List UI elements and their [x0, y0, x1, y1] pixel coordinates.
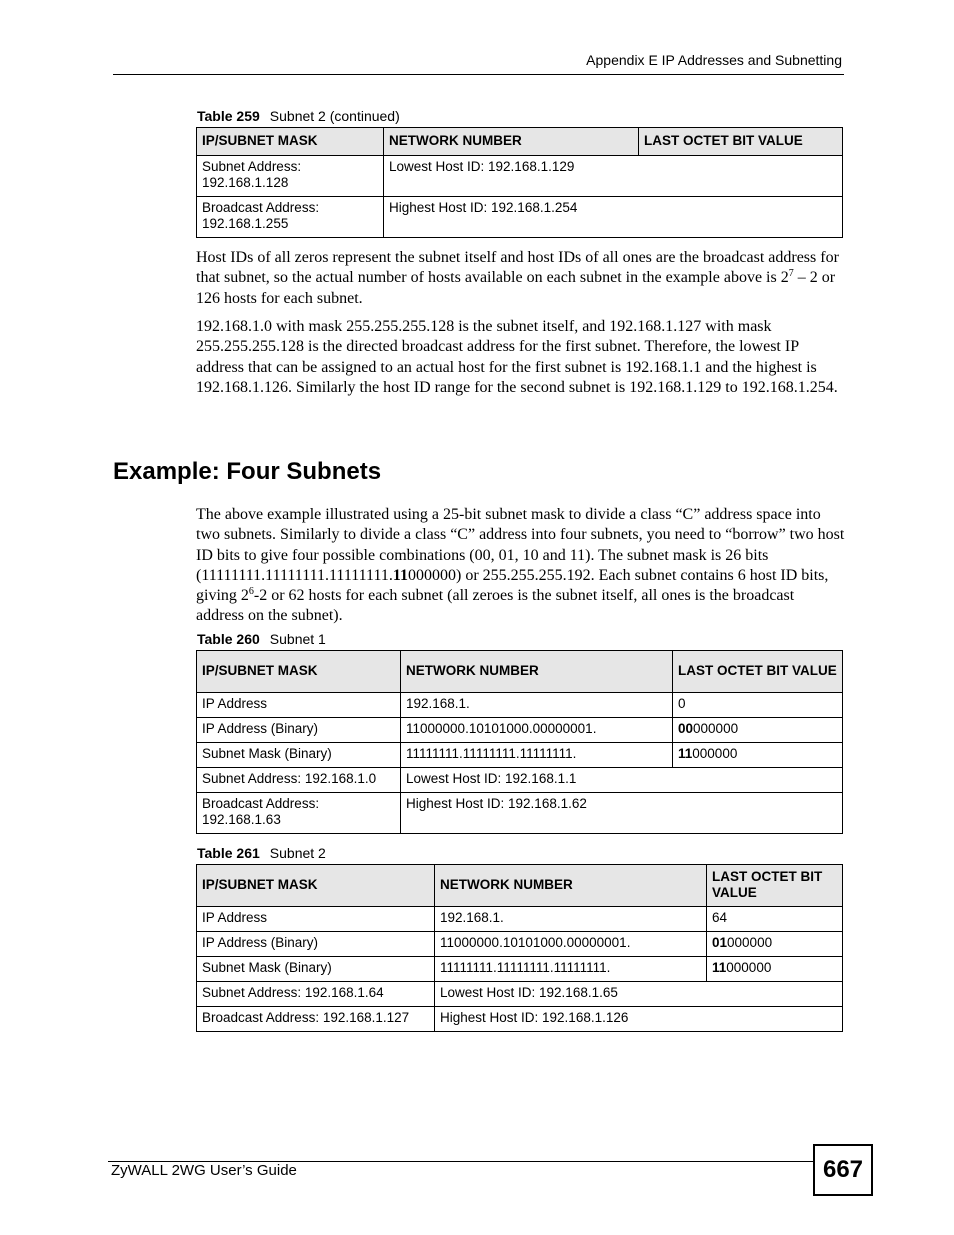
table-cell: IP Address [197, 907, 435, 932]
running-header: Appendix E IP Addresses and Subnetting [586, 52, 842, 68]
table-cell: 01000000 [707, 932, 843, 957]
table-cell: 11111111.11111111.11111111. [435, 957, 707, 982]
table-cell: 192.168.1. [401, 693, 673, 718]
table-cell: Highest Host ID: 192.168.1.126 [435, 1007, 843, 1032]
table-cell: Broadcast Address: 192.168.1.255 [197, 197, 384, 238]
table-title: Subnet 1 [269, 631, 326, 647]
footer-guide-title: ZyWALL 2WG User’s Guide [111, 1162, 297, 1179]
table-cell: Subnet Mask (Binary) [197, 957, 435, 982]
column-header: IP/SUBNET MASK [197, 651, 401, 693]
table-row [197, 156, 843, 197]
column-header: LAST OCTET BIT VALUE [673, 651, 843, 693]
paragraph-four-subnets: The above example illustrated using a 25-bit subnet mask to divide a class “C” address space into two subnets. Similarly to divide a class “C” address into four subnets, you need to “borrow” two host ID bits to give four possible combinations (00, 01, 10 and 11). The subnet mask is 26 bits (11111111.11111111.11111111.11000000) or 255.255.255.192. Each subnet contains 6 host ID bits, giving $2^6-2$ or 62 hosts for each subnet (all zeroes is the subnet itself, all ones is the broadcast address on the subnet). [196, 506, 845, 625]
paragraph-host-ids: Host IDs of all zeros represent the subnet itself and host IDs of all ones are the broadcast address for that subnet, so the actual number of hosts available on each subnet in the example above is $2^7 - 2$ or 126 hosts for each subnet. [196, 249, 839, 307]
table-cell: Highest Host ID: 192.168.1.62 [401, 793, 843, 834]
table-row [197, 743, 843, 768]
column-header: LAST OCTET BIT VALUE [639, 128, 843, 156]
table-cell: 11000000 [673, 743, 843, 768]
header-rule [113, 74, 844, 75]
table-cell: Lowest Host ID: 192.168.1.65 [435, 982, 843, 1007]
table-cell: Subnet Address: 192.168.1.64 [197, 982, 435, 1007]
table-cell: Subnet Address: 192.168.1.128 [197, 156, 384, 197]
table-label: Table 260 [197, 631, 260, 647]
table-cell: Broadcast Address: 192.168.1.127 [197, 1007, 435, 1032]
table-cell: 00000000 [673, 718, 843, 743]
table-row [197, 957, 843, 982]
column-header: NETWORK NUMBER [384, 128, 639, 156]
table-261 [196, 864, 843, 1032]
table-cell: 0 [673, 693, 843, 718]
table-261-caption [197, 845, 326, 861]
table-row [197, 693, 843, 718]
table-row [197, 932, 843, 957]
table-row [197, 768, 843, 793]
table-260 [196, 650, 843, 834]
table-cell: 11111111.11111111.11111111. [401, 743, 673, 768]
column-header: IP/SUBNET MASK [197, 865, 435, 907]
table-cell: 11000000.10101000.00000001. [435, 932, 707, 957]
table-title: Subnet 2 [269, 845, 326, 861]
table-259 [196, 127, 843, 238]
table-row [197, 1007, 843, 1032]
table-cell: Lowest Host ID: 192.168.1.1 [401, 768, 843, 793]
table-cell: Subnet Mask (Binary) [197, 743, 401, 768]
column-header: LAST OCTET BIT VALUE [707, 865, 843, 907]
table-cell: 192.168.1. [435, 907, 707, 932]
table-cell: Broadcast Address: 192.168.1.63 [197, 793, 401, 834]
column-header: NETWORK NUMBER [435, 865, 707, 907]
table-cell: Highest Host ID: 192.168.1.254 [384, 197, 843, 238]
table-row [197, 907, 843, 932]
table-title: Subnet 2 (continued) [269, 108, 400, 124]
table-label: Table 259 [197, 108, 260, 124]
table-cell: IP Address [197, 693, 401, 718]
table-cell: 11000000 [707, 957, 843, 982]
section-heading: Example: Four Subnets [113, 458, 382, 485]
column-header: NETWORK NUMBER [401, 651, 673, 693]
column-header: IP/SUBNET MASK [197, 128, 384, 156]
table-label: Table 261 [197, 845, 260, 861]
table-259-caption [197, 108, 400, 124]
table-cell: 64 [707, 907, 843, 932]
table-cell: IP Address (Binary) [197, 718, 401, 743]
table-260-caption [197, 631, 326, 647]
paragraph-subnet-range: 192.168.1.0 with mask 255.255.255.128 is the subnet itself, and 192.168.1.127 with mask 255.255.255.128 is the directed broadcast address for the first subnet. Therefore, the lowest IP address that can be assigned to an actual host for the first subnet is 192.168.1.1 and the highest is 192.168.1.126. Similarly the host ID range for the second subnet is 192.168.1.129 to 192.168.1.254. [196, 318, 838, 396]
table-cell: 11000000.10101000.00000001. [401, 718, 673, 743]
table-cell: Subnet Address: 192.168.1.0 [197, 768, 401, 793]
table-cell: IP Address (Binary) [197, 932, 435, 957]
table-row [197, 197, 843, 238]
table-row [197, 718, 843, 743]
page-number: 667 [813, 1144, 873, 1196]
table-row [197, 982, 843, 1007]
table-row [197, 793, 843, 834]
table-cell: Lowest Host ID: 192.168.1.129 [384, 156, 843, 197]
